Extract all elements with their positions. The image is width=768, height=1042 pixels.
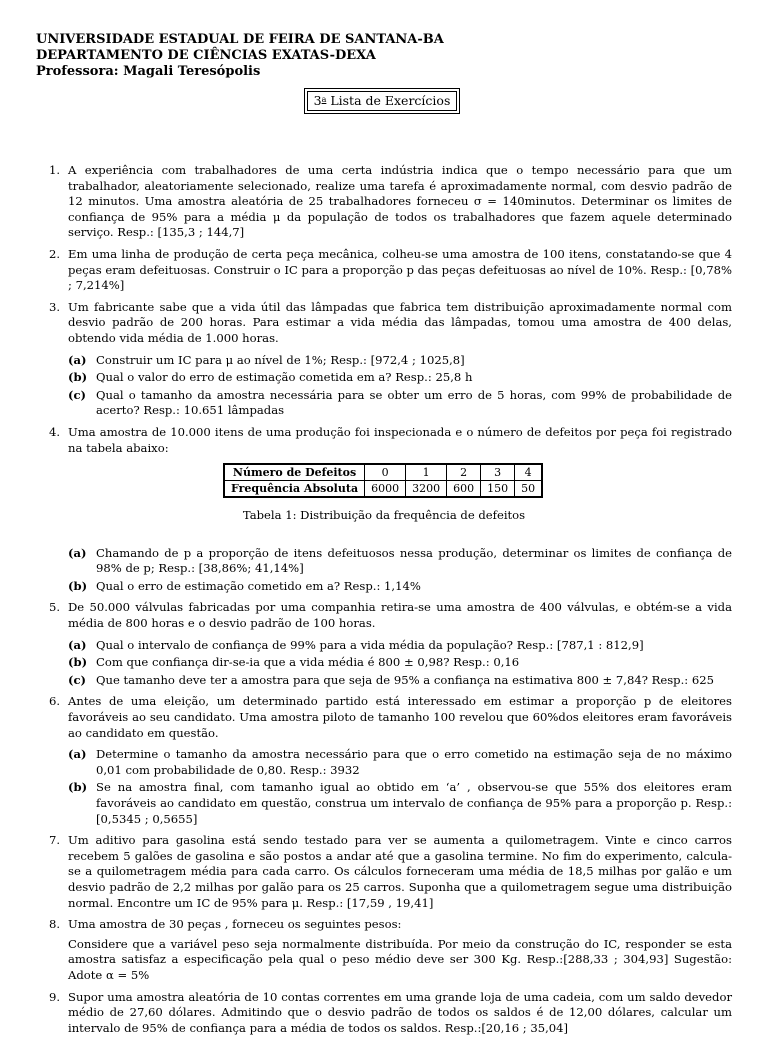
exercise-4 — [36, 425, 732, 595]
exercise-text: Um aditivo para gasolina está sendo testado para ver se aumenta a quilometragem. Vinte e cinco carros recebem 5 galões de gasolina e são postos a andar até que a gasolina termine. No fim do experimento, calcula-se a quilometragem média para cada carro. Os cálculos forneceram uma média de 18,5 milhas por galão e um desvio padrão de 2,2 milhas por galão para os 25 carros. Suponha que a quilometragem segue uma distribuição normal. Encontre um IC de 95% para μ. Resp.: [17,59 , 19,41] — [68, 833, 732, 910]
sub-question-label: (c) — [68, 672, 87, 687]
sub-question-label: (a) — [68, 352, 87, 367]
sub-question — [68, 388, 732, 419]
title-ordinal: 3 — [313, 93, 322, 108]
exercise-8 — [36, 917, 732, 983]
university-name: UNIVERSIDADE ESTADUAL DE FEIRA DE SANTANA-BA — [36, 32, 444, 47]
sub-question — [68, 579, 732, 595]
table-cell: 6000 — [365, 481, 406, 498]
document-header — [36, 32, 444, 80]
table-row-header: Número de Defeitos — [224, 464, 365, 481]
exercise-number: 3. — [49, 299, 61, 314]
professor-name: Professora: Magali Teresópolis — [36, 64, 261, 79]
table-cell: 2 — [447, 464, 481, 481]
defect-frequency-table — [223, 463, 543, 498]
exercise-number: 8. — [49, 917, 61, 932]
exercise-7 — [36, 833, 732, 911]
exercise-text: A experiência com trabalhadores de uma certa indústria indica que o tempo necessário para que um trabalhador, aleatoriamente selecionado, realize uma tarefa é aproximadamente normal, com desvio padrão de 12 minutos. Uma amostra aleatória de 25 trabalhadores forneceu σ = 140minutos. Determinar os limites de confiança de 95% para a média μ da população de todos os trabalhadores que fazem aquele determinado serviço. Resp.: [135,3 ; 144,7] — [68, 163, 732, 240]
table-cell: 600 — [447, 481, 481, 498]
table-cell: 0 — [365, 464, 406, 481]
sub-question-text: Qual o erro de estimação cometido em a? Resp.: 1,14% — [96, 578, 421, 593]
sub-question-text: Qual o tamanho da amostra necessária para se obter um erro de 5 horas, com 99% de probabilidade de acerto? Resp.: 10.651 lâmpadas — [96, 387, 732, 418]
title-box — [304, 88, 460, 114]
exercise-text: Uma amostra de 30 peças , forneceu os seguintes pesos: — [68, 917, 402, 932]
exercise-number: 4. — [49, 424, 61, 439]
title-ordinal-sup: a — [321, 95, 327, 104]
document-title: Lista de Exercícios — [330, 93, 451, 108]
sub-question-text: Construir um IC para μ ao nível de 1%; Resp.: [972,4 ; 1025,8] — [96, 352, 465, 367]
sub-question-label: (c) — [68, 387, 87, 402]
sub-question-text: Se na amostra final, com tamanho igual ao obtido em ‘a’ , observou-se que 55% dos eleitores eram favoráveis ao candidato em questão, construa um intervalo de confiança de 95% para a proporção p. Resp.: [0,5345 ; 0,5655] — [96, 780, 732, 826]
sub-question-list — [68, 747, 732, 827]
sub-question-text: Qual o intervalo de confiança de 99% para a vida média da população? Resp.: [787,1 : 812,9] — [96, 637, 644, 652]
sub-question-label: (a) — [68, 545, 87, 560]
exercise-9 — [36, 990, 732, 1037]
exercise-number: 9. — [49, 989, 61, 1004]
sub-question-label: (a) — [68, 747, 87, 762]
exercise-text: Em uma linha de produção de certa peça mecânica, colheu-se uma amostra de 100 itens, constatando-se que 4 peças eram defeituosas. Construir o IC para a proporção p das peças defeituosas ao nível de 10%. Resp.: [0,78% ; 7,214%] — [68, 246, 732, 293]
exercise-number: 1. — [49, 163, 61, 177]
table-cell: 50 — [515, 481, 543, 498]
sub-question — [68, 780, 732, 827]
exercise-number: 7. — [49, 833, 61, 848]
sub-question-text: Que tamanho deve ter a amostra para que seja de 95% a confiança na estimativa 800 ± 7,84? Resp.: 625 — [96, 672, 714, 687]
sub-question-label: (b) — [68, 370, 88, 385]
table-row — [224, 464, 542, 481]
exercise-text: Supor uma amostra aleatória de 10 contas correntes em uma grande loja de uma cadeia, com um saldo devedor médio de 27,60 dólares. Admitindo que o desvio padrão de todos os saldos é de 12,00 dólares, calcular um intervalo de 95% de confiança para a média de todos os saldos. Resp.:[20,16 ; 35,04] — [68, 989, 732, 1035]
table-cell: 3200 — [406, 481, 447, 498]
table-caption: Tabela 1: Distribuição da frequência de defeitos — [242, 508, 526, 523]
sub-question-label: (b) — [68, 655, 88, 670]
sub-question-label: (b) — [68, 780, 88, 795]
sub-question-label: (a) — [68, 637, 87, 652]
exercise-3 — [36, 300, 732, 419]
exercise-text: Uma amostra de 10.000 itens de uma produção foi inspecionada e o número de defeitos por peça foi registrado na tabela abaixo: — [68, 424, 732, 455]
sub-question-list — [68, 638, 732, 689]
sub-question — [68, 638, 732, 654]
sub-question-text: Determine o tamanho da amostra necessário para que o erro cometido na estimação seja de no máximo 0,01 com probabilidade de 0,80. Resp.: 3932 — [96, 747, 732, 777]
exercise-text: Antes de uma eleição, um determinado partido está interessado em estimar a proporção p de eleitores favoráveis ao seu candidato. Uma amostra piloto de tamanho 100 revelou que 60%dos eleitores eram favoráveis ao candidato em questão. — [68, 694, 732, 740]
sub-question — [68, 673, 732, 689]
table-row-header: Frequência Absoluta — [224, 481, 365, 498]
table-cell: 150 — [481, 481, 515, 498]
exercise-text: De 50.000 válvulas fabricadas por uma companhia retira-se uma amostra de 400 válvulas, e obtém-se a vida média de 800 horas e o desvio padrão de 100 horas. — [68, 600, 732, 631]
exercise-text: Um fabricante sabe que a vida útil das lâmpadas que fabrica tem distribuição aproximadamente normal com desvio padrão de 200 horas. Para estimar a vida média das lâmpadas, tomou uma amostra de 400 delas, obtendo vida média de 1.000 horas. — [68, 299, 732, 345]
exercise-6 — [36, 694, 732, 827]
exercise-number: 6. — [49, 694, 61, 709]
sub-question — [68, 747, 732, 778]
department-name: DEPARTAMENTO DE CIÊNCIAS EXATAS-DEXA — [36, 48, 376, 63]
exercise-5 — [36, 600, 732, 688]
sub-question — [68, 655, 732, 671]
table-row — [224, 481, 542, 498]
table-cell: 1 — [406, 464, 447, 481]
sub-question — [68, 370, 732, 386]
sub-question — [68, 546, 732, 577]
sub-question-list — [68, 546, 732, 595]
sub-question-text: Com que confiança dir-se-ia que a vida média é 800 ± 0,98? Resp.: 0,16 — [96, 655, 520, 670]
exercise-number: 2. — [49, 246, 61, 261]
exercise-number: 5. — [49, 600, 61, 615]
exercise-2 — [36, 247, 732, 294]
sub-question-list — [68, 353, 732, 419]
sub-question-text: Chamando de p a proporção de itens defeituosos nessa produção, determinar os limites de confiança de 98% de p; Resp.: [38,86%; 41,14%] — [96, 545, 732, 576]
sub-question-label: (b) — [68, 578, 88, 593]
exercise-1 — [36, 163, 732, 241]
sub-question-text: Qual o valor do erro de estimação cometida em a? Resp.: 25,8 h — [96, 370, 473, 385]
sub-question — [68, 353, 732, 369]
title-box-inner — [307, 91, 457, 111]
exercise-list — [36, 163, 732, 1042]
exercise-extra-text: Considere que a variável peso seja normalmente distribuída. Por meio da construção do IC, responder se esta amostra satisfaz a especificação pela qual o peso médio deve ser 300 Kg. Resp.:[288,33 ; 304,93] Sugestão: Adote α = 5% — [68, 936, 732, 982]
table-cell: 3 — [481, 464, 515, 481]
table-cell: 4 — [515, 464, 543, 481]
